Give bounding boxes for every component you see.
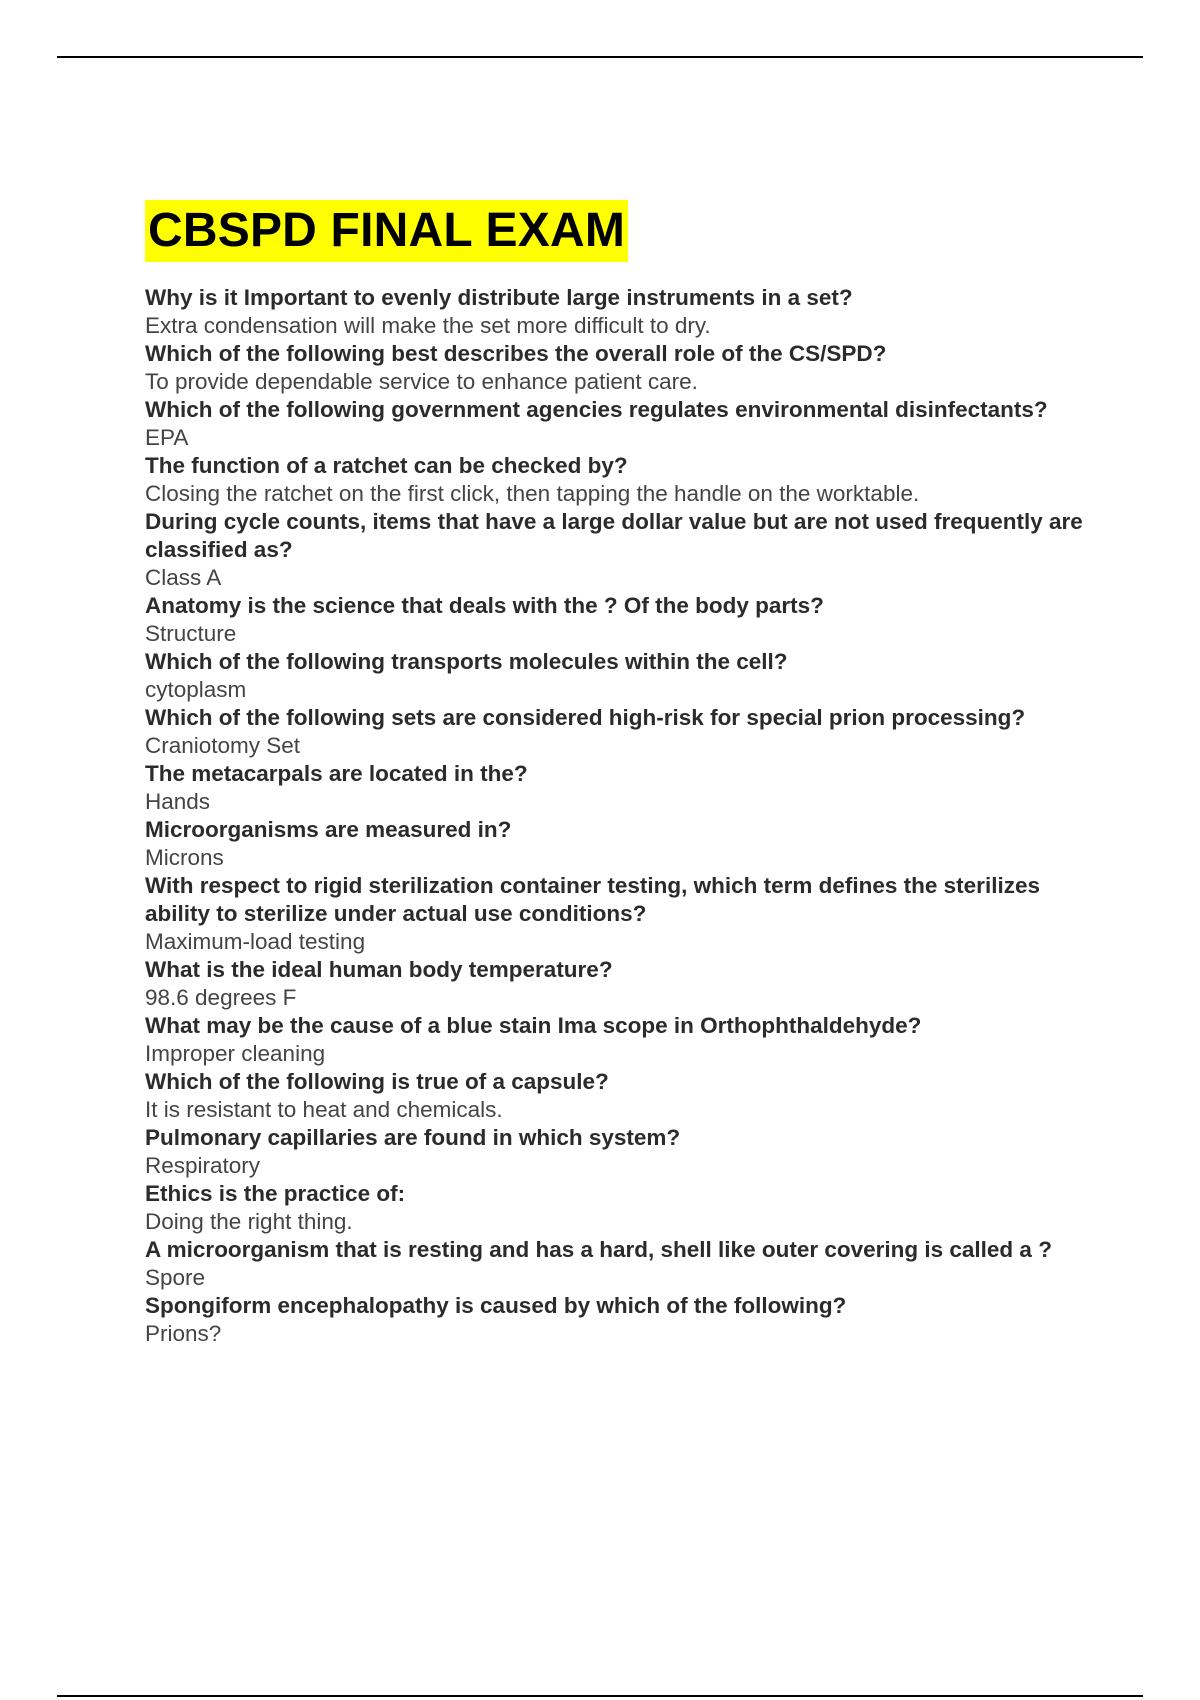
- question-text: The metacarpals are located in the?: [145, 761, 528, 786]
- answer-text: Maximum-load testing: [145, 929, 366, 954]
- answer-text: Extra condensation will make the set more difficult to dry.: [145, 313, 711, 338]
- qa-item: [145, 648, 1105, 704]
- question-text: During cycle counts, items that have a large dollar value but are not used frequently are classified as?: [145, 509, 1083, 562]
- qa-item: [145, 872, 1105, 956]
- answer-text: Closing the ratchet on the first click, then tapping the handle on the worktable.: [145, 481, 920, 506]
- qa-item: [145, 816, 1105, 872]
- answer-text: EPA: [145, 425, 189, 450]
- qa-item: [145, 1236, 1105, 1292]
- question-text: Ethics is the practice of:: [145, 1181, 406, 1206]
- answer-text: Improper cleaning: [145, 1041, 326, 1066]
- answer-text: Hands: [145, 789, 211, 814]
- qa-item: [145, 760, 1105, 816]
- question-text: Pulmonary capillaries are found in which system?: [145, 1125, 681, 1150]
- answer-text: Craniotomy Set: [145, 733, 301, 758]
- question-text: A microorganism that is resting and has a hard, shell like outer covering is called a ?: [145, 1237, 1052, 1262]
- answer-text: Doing the right thing.: [145, 1209, 353, 1234]
- question-text: What is the ideal human body temperature?: [145, 957, 613, 982]
- question-text: With respect to rigid sterilization container testing, which term defines the sterilizes ability to sterilize under actual use conditions?: [145, 873, 1040, 926]
- answer-text: Microns: [145, 845, 224, 870]
- question-text: Which of the following transports molecules within the cell?: [145, 649, 788, 674]
- answer-text: To provide dependable service to enhance patient care.: [145, 369, 698, 394]
- question-text: Spongiform encephalopathy is caused by which of the following?: [145, 1293, 847, 1318]
- qa-list: [145, 284, 1105, 1348]
- question-text: Why is it Important to evenly distribute large instruments in a set?: [145, 285, 853, 310]
- qa-item: [145, 508, 1105, 592]
- question-text: Which of the following best describes the overall role of the CS/SPD?: [145, 341, 887, 366]
- footer-rule: [57, 1695, 1143, 1697]
- qa-item: [145, 1068, 1105, 1124]
- answer-text: Spore: [145, 1265, 206, 1290]
- answer-text: Class A: [145, 565, 222, 590]
- page-title: CBSPD FINAL EXAM: [145, 200, 628, 262]
- qa-item: [145, 340, 1105, 396]
- qa-item: [145, 956, 1105, 1012]
- answer-text: 98.6 degrees F: [145, 985, 297, 1010]
- answer-text: It is resistant to heat and chemicals.: [145, 1097, 503, 1122]
- answer-text: Respiratory: [145, 1153, 261, 1178]
- question-text: What may be the cause of a blue stain Ima scope in Orthophthaldehyde?: [145, 1013, 922, 1038]
- qa-item: [145, 396, 1105, 452]
- answer-text: Structure: [145, 621, 237, 646]
- question-text: The function of a ratchet can be checked by?: [145, 453, 628, 478]
- qa-item: [145, 1292, 1105, 1348]
- question-text: Which of the following government agencies regulates environmental disinfectants?: [145, 397, 1048, 422]
- question-text: Which of the following sets are considered high-risk for special prion processing?: [145, 705, 1026, 730]
- qa-item: [145, 284, 1105, 340]
- answer-text: Prions?: [145, 1321, 222, 1346]
- question-text: Microorganisms are measured in?: [145, 817, 512, 842]
- document-body: [145, 200, 1105, 1348]
- question-text: Which of the following is true of a capsule?: [145, 1069, 609, 1094]
- qa-item: [145, 452, 1105, 508]
- question-text: Anatomy is the science that deals with the ? Of the body parts?: [145, 593, 824, 618]
- qa-item: [145, 1012, 1105, 1068]
- qa-item: [145, 704, 1105, 760]
- qa-item: [145, 592, 1105, 648]
- qa-item: [145, 1124, 1105, 1180]
- header-rule: [57, 56, 1143, 58]
- qa-item: [145, 1180, 1105, 1236]
- answer-text: cytoplasm: [145, 677, 247, 702]
